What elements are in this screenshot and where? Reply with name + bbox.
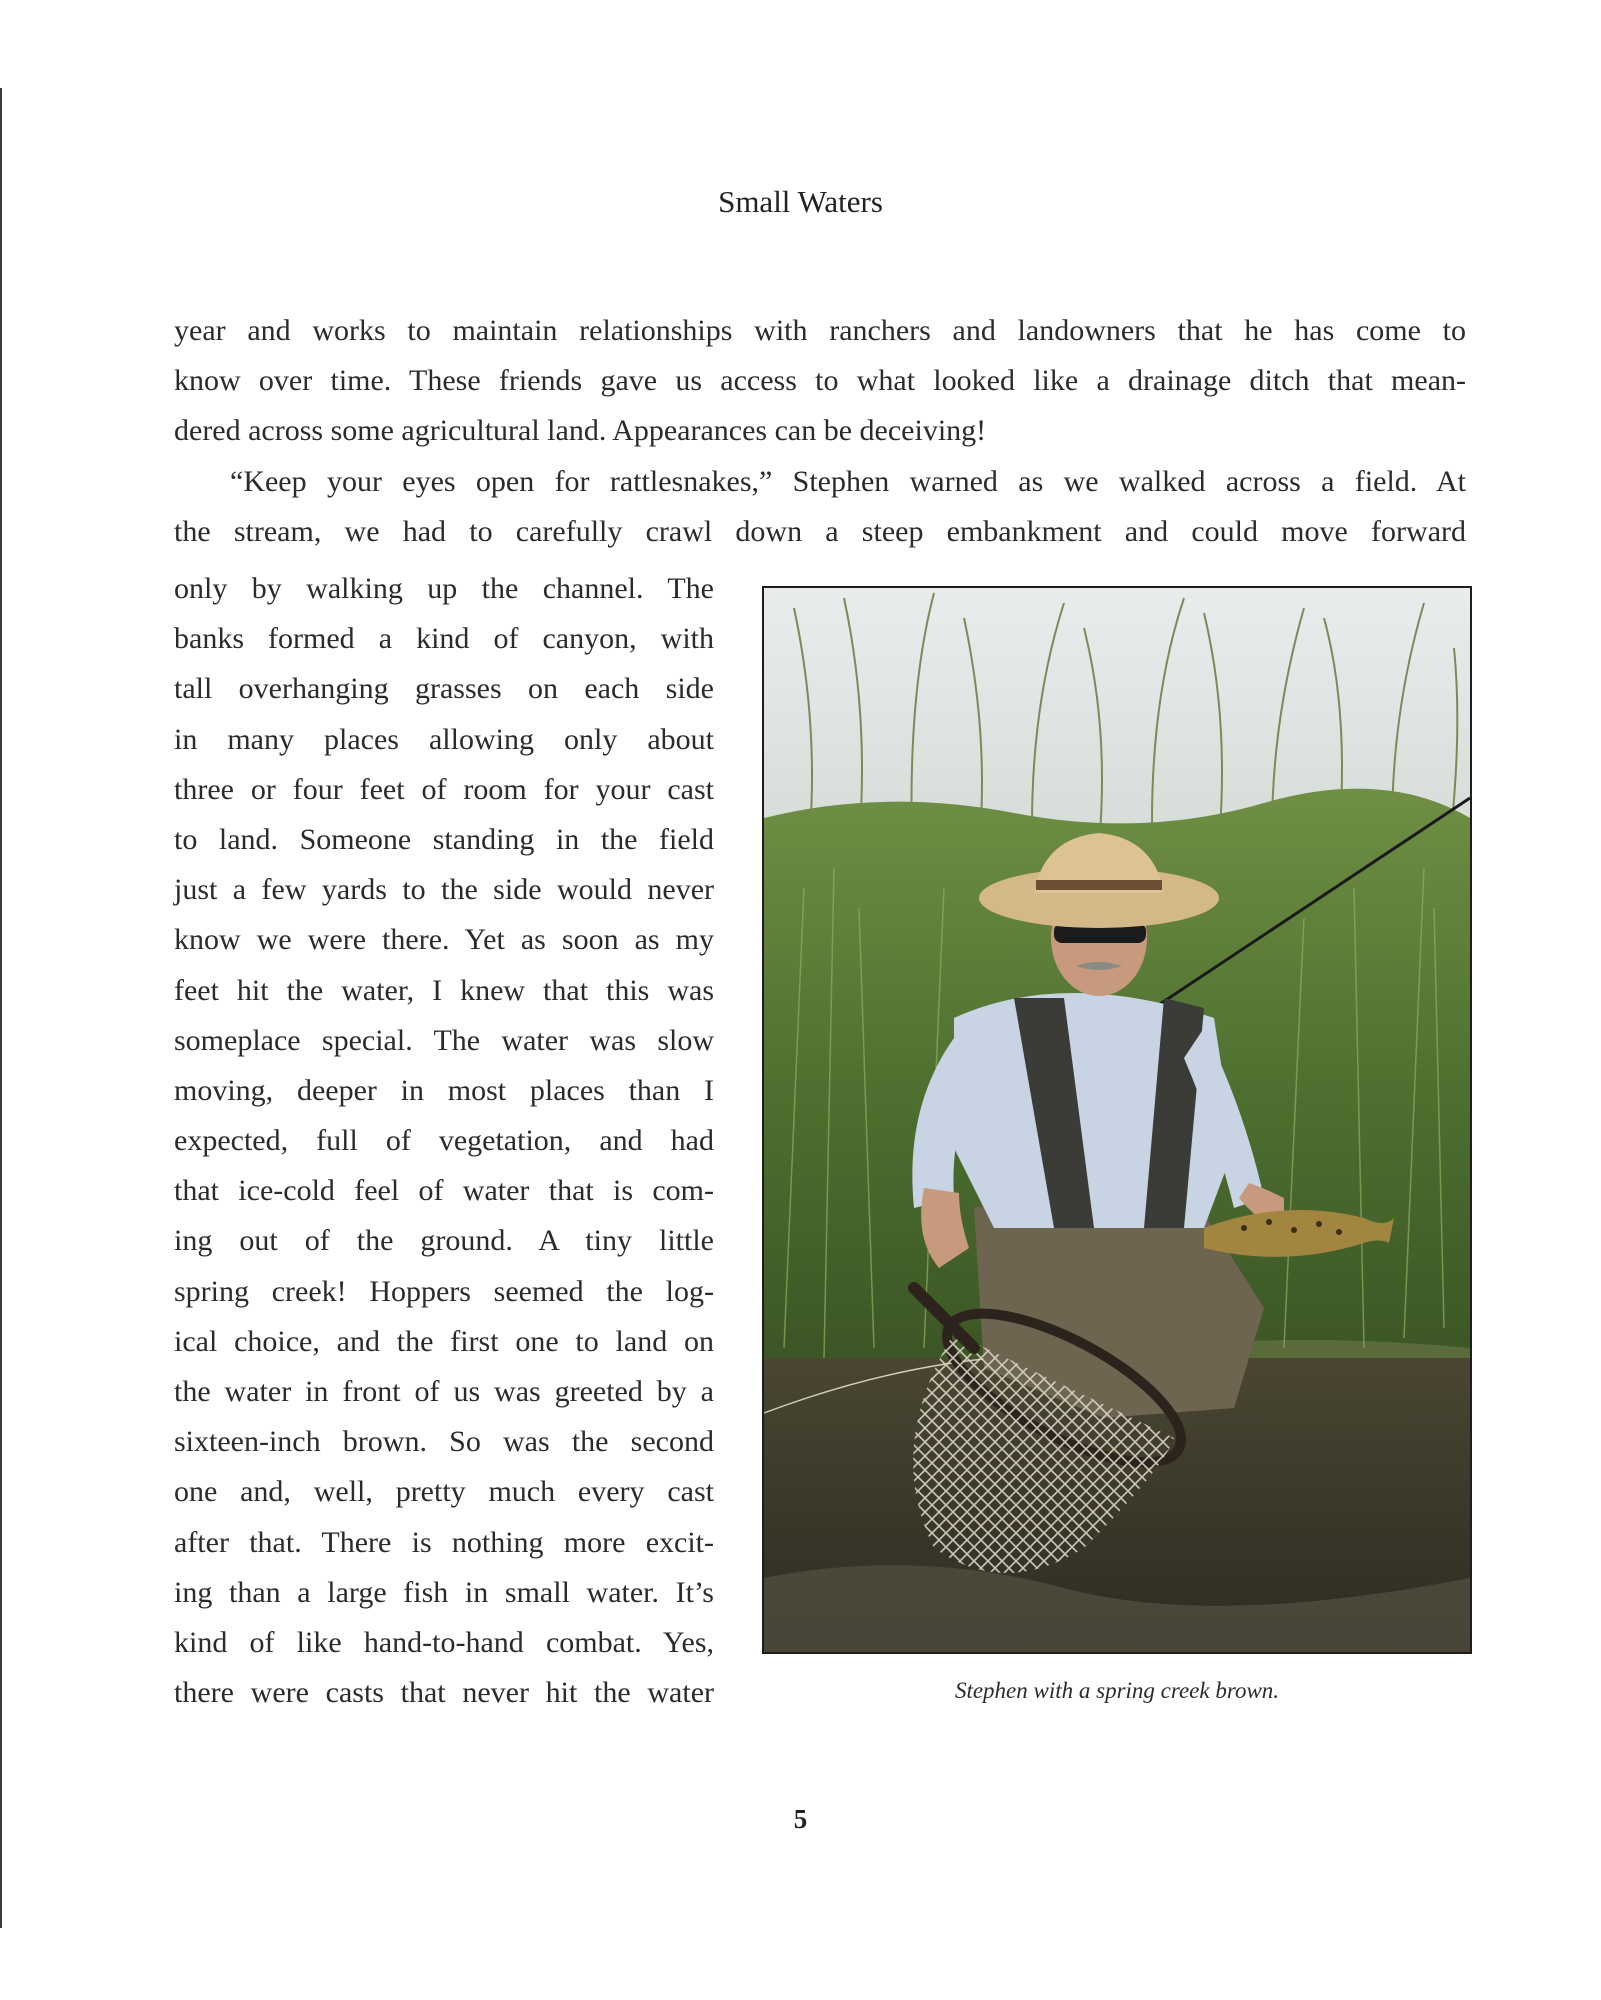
angler-photo-illustration	[764, 588, 1470, 1652]
text-line: year and works to maintain relationships with ranchers and landowners that he has come to	[174, 314, 1466, 347]
photo-caption: Stephen with a spring creek brown.	[954, 1678, 1280, 1703]
page-number: 5	[793, 1804, 808, 1834]
photo-figure	[762, 586, 1472, 1654]
text-line: someplace special. The water was slow	[174, 1023, 714, 1057]
text-line: expected, full of vegetation, and had	[174, 1124, 714, 1158]
text-line: banks formed a kind of canyon, with	[174, 622, 714, 656]
text-line: know we were there. Yet as soon as my	[174, 923, 714, 957]
text-line: the water in front of us was greeted by a	[174, 1375, 714, 1408]
text-line: sixteen-inch brown. So was the second	[174, 1425, 714, 1459]
text-line: one and, well, pretty much every cast	[174, 1475, 714, 1509]
wrapped-text-column	[174, 564, 714, 1718]
text-line: ing than a large fish in small water. It’s	[174, 1575, 714, 1609]
text-line: to land. Someone standing in the field	[174, 822, 714, 856]
text-line: three or four feet of room for your cast	[174, 772, 714, 806]
text-line: just a few yards to the side would never	[174, 873, 714, 907]
text-line: know over time. These friends gave us access to what looked like a drainage ditch that mean-	[174, 364, 1466, 398]
text-line-content: “Keep your eyes open for rattlesnakes,” Stephen warned as we walked across a field. At	[230, 464, 1466, 498]
text-line: the stream, we had to carefully crawl down a steep embankment and could move forward	[174, 514, 1466, 548]
text-line: tall overhanging grasses on each side	[174, 672, 714, 706]
text-line: moving, deeper in most places than I	[174, 1073, 714, 1107]
running-head: Small Waters	[718, 184, 883, 219]
text-line: that ice-cold feel of water that is com-	[174, 1174, 714, 1208]
text-line: there were casts that never hit the water	[174, 1676, 714, 1710]
page-edge-rule	[0, 88, 2, 1928]
text-line: kind of like hand-to-hand combat. Yes,	[174, 1625, 714, 1659]
text-line: spring creek! Hoppers seemed the log-	[174, 1274, 714, 1308]
text-line: only by walking up the channel. The	[174, 572, 714, 605]
text-line: ing out of the ground. A tiny little	[174, 1224, 714, 1258]
text-line: in many places allowing only about	[174, 722, 714, 756]
text-line: feet hit the water, I knew that this was	[174, 973, 714, 1007]
intro-paragraphs	[174, 306, 1466, 557]
text-line: after that. There is nothing more excit-	[174, 1525, 714, 1559]
text-line: dered across some agricultural land. Appearances can be deceiving!	[174, 414, 987, 448]
text-line: ical choice, and the first one to land on	[174, 1324, 714, 1358]
text-line-indented	[174, 457, 1466, 507]
